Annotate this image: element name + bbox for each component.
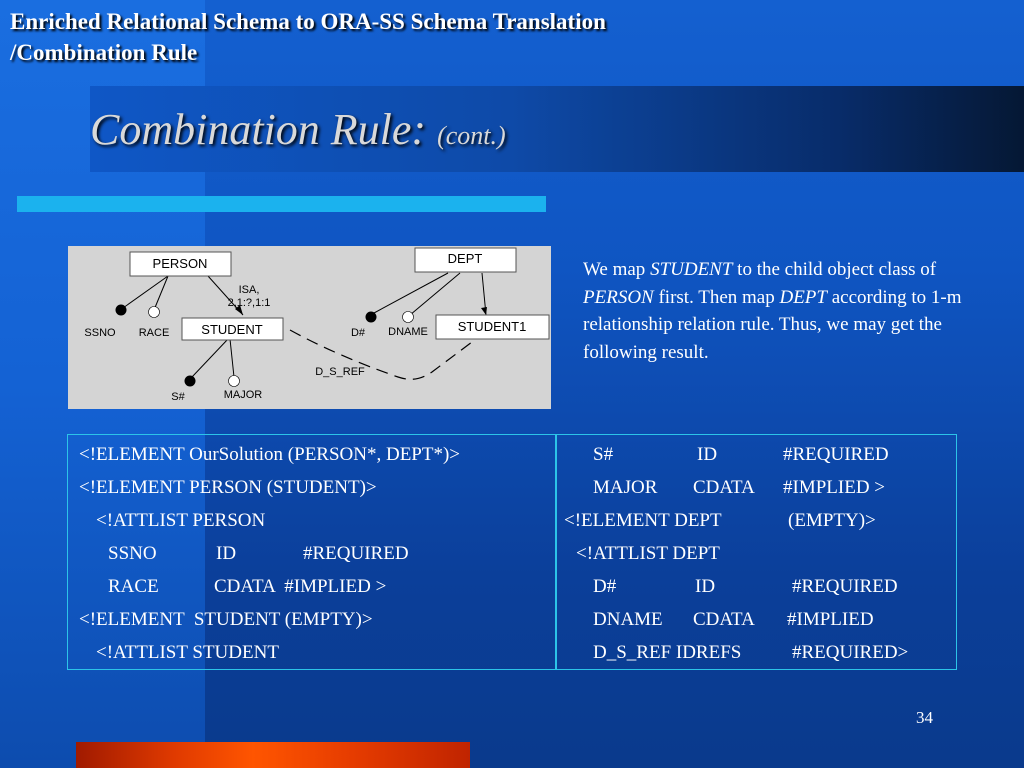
- major-label: MAJOR: [223, 389, 263, 401]
- slide-title: [90, 104, 506, 155]
- race-label: RACE: [138, 327, 170, 339]
- code-token: #REQUIRED: [783, 444, 889, 465]
- diagram-arrowheads: [235, 305, 487, 315]
- code-token: S#: [593, 444, 614, 465]
- code-line: <!ATTLIST PERSON: [96, 510, 266, 531]
- slide-title-main: Combination Rule:: [90, 105, 438, 154]
- d-num-label: D#: [350, 327, 366, 339]
- header-line-1: Enriched Relational Schema to ORA-SS Schema Translation: [10, 9, 606, 34]
- code-line: <!ELEMENT PERSON (STUDENT)>: [79, 477, 377, 498]
- dname-label: DNAME: [388, 326, 428, 338]
- diagram-canvas: [68, 246, 551, 409]
- s-num-marker: [185, 376, 196, 387]
- code-token: ID: [695, 576, 716, 597]
- code-token: #IMPLIED: [787, 609, 874, 630]
- desc-part: to the child object class of: [732, 259, 937, 280]
- desc-part: We map: [583, 259, 651, 280]
- code-token: #REQUIRED>: [792, 642, 909, 663]
- s-num-label: S#: [171, 391, 185, 403]
- code-token: MAJOR: [593, 477, 658, 498]
- footer-accent-bar: [76, 742, 470, 768]
- isa-label-line2: 2,1:?,1:1: [227, 297, 271, 309]
- code-line: <!ELEMENT OurSolution (PERSON*, DEPT*)>: [79, 444, 461, 465]
- code-token: <!ELEMENT DEPT: [564, 510, 722, 531]
- student-label: STUDENT: [201, 322, 263, 337]
- dname-marker: [403, 312, 414, 323]
- dtd-code-table: [67, 434, 957, 670]
- code-token: CDATA #IMPLIED >: [214, 576, 387, 597]
- description-text: [583, 256, 973, 366]
- code-token: D_S_REF IDREFS: [593, 642, 742, 663]
- ora-ss-diagram: [68, 246, 551, 409]
- d-s-ref-label: D_S_REF: [315, 366, 365, 378]
- slide-title-sub: (cont.): [437, 121, 506, 150]
- diagram-connectors: [123, 273, 486, 377]
- major-marker: [229, 376, 240, 387]
- code-table-divider: [555, 435, 557, 669]
- diagram-attribute-markers: [116, 305, 414, 387]
- desc-emphasis-dept: DEPT: [779, 286, 827, 308]
- race-marker: [149, 307, 160, 318]
- code-line: <!ATTLIST DEPT: [576, 543, 720, 564]
- code-token: SSNO: [108, 543, 157, 564]
- code-line: <!ELEMENT STUDENT (EMPTY)>: [79, 609, 373, 630]
- code-token: CDATA: [693, 477, 755, 498]
- desc-part: according to 1-m relationship relation rule. Thus, we may get the following result.: [583, 286, 962, 363]
- dept-label: DEPT: [447, 251, 483, 266]
- page-number: 34: [916, 708, 933, 727]
- isa-label-line1: ISA,: [238, 284, 260, 296]
- student1-label: STUDENT1: [457, 319, 527, 334]
- desc-emphasis-student: STUDENT: [650, 259, 733, 280]
- code-line: <!ATTLIST STUDENT: [96, 642, 279, 663]
- code-token: #REQUIRED: [792, 576, 898, 597]
- code-token: RACE: [108, 576, 159, 597]
- ssno-marker: [116, 305, 127, 316]
- d-num-marker: [366, 312, 377, 323]
- code-token: CDATA: [693, 609, 755, 630]
- code-token: ID: [697, 444, 718, 465]
- code-token: D#: [593, 576, 617, 597]
- code-token: DNAME: [593, 609, 663, 630]
- desc-part: first. Then map: [653, 286, 780, 308]
- code-token: (EMPTY)>: [788, 510, 876, 531]
- code-token: #REQUIRED: [303, 543, 409, 564]
- person-label: PERSON: [152, 256, 208, 271]
- ssno-label: SSNO: [84, 327, 116, 339]
- code-token: #IMPLIED >: [783, 477, 886, 498]
- slide-header: [10, 6, 606, 68]
- desc-emphasis-person: PERSON: [583, 286, 654, 308]
- code-token: ID: [216, 543, 237, 564]
- title-underline-bar: [17, 196, 546, 212]
- header-line-2: /Combination Rule: [10, 40, 198, 65]
